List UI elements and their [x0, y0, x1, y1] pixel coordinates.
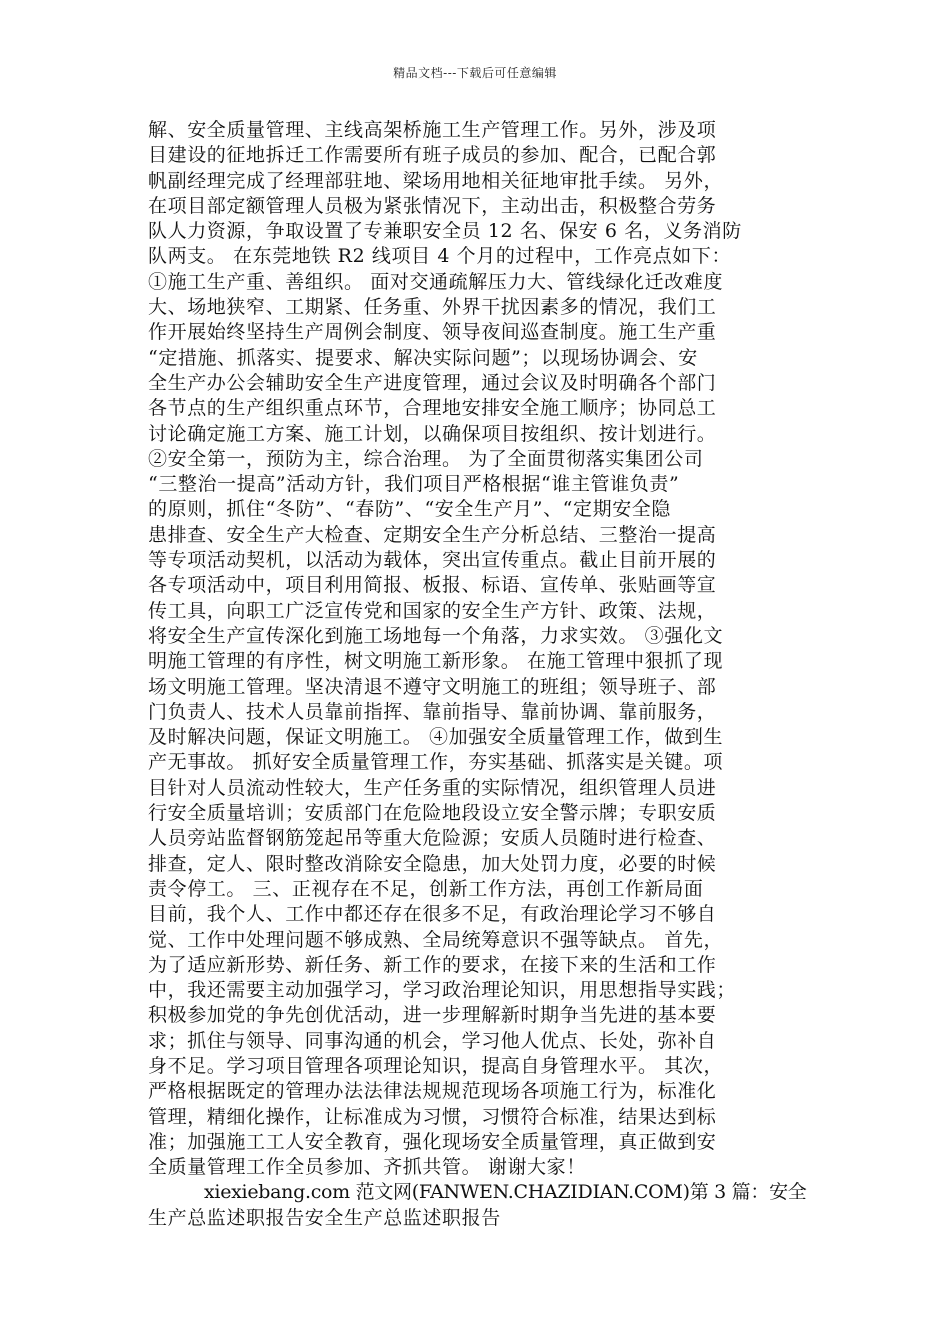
body-line: 全生产办公会辅助安全生产进度管理，通过会议及时明确各个部门 [148, 371, 717, 394]
body-line: 管理，精细化操作，让标准成为习惯，习惯符合标准，结果达到标 [148, 1105, 717, 1128]
body-line: 传工具，向职工广泛宣传党和国家的安全生产方针、政策、法规， [148, 599, 717, 622]
body-line: 帆副经理完成了经理部驻地、梁场用地相关征地审批手续。 另外， [148, 169, 724, 192]
body-line: 准；加强施工工人安全教育，强化现场安全质量管理，真正做到安 [148, 1130, 717, 1153]
body-line: 患排查、安全生产大检查、定期安全生产分析总结、三整治一提高 [148, 523, 717, 546]
body-line: 场文明施工管理。坚决清退不遵守文明施工的班组；领导班子、部 [148, 675, 717, 698]
body-line: 队人力资源，争取设置了专兼职安全员 12 名、保安 6 名，义务消防 [148, 220, 742, 243]
body-line: 觉、工作中处理问题不够成熟、全局统筹意识不强等缺点。 首先， [148, 928, 724, 951]
body-line: 目建设的征地拆迁工作需要所有班子成员的参加、配合，已配合郭 [148, 144, 717, 167]
body-line: 作开展始终坚持生产周例会制度、领导夜间巡查制度。施工生产重 [148, 321, 717, 344]
body-line: 各节点的生产组织重点环节，合理地安排安全施工顺序；协同总工 [148, 397, 717, 420]
body-line: 全质量管理工作全员参加、齐抓共管。 谢谢大家！ [148, 1156, 586, 1179]
body-line: 门负责人、技术人员靠前指挥、靠前指导、靠前协调、靠前服务， [148, 700, 717, 723]
body-line: 的原则，抓住“冬防”、“春防”、“安全生产月”、“定期安全隐 [148, 498, 671, 521]
body-line: 人员旁站监督钢筋笼起吊等重大危险源；安质人员随时进行检查、 [148, 827, 717, 850]
body-line: 讨论确定施工方案、施工计划，以确保项目按组织、按计划进行。 [148, 422, 717, 445]
body-line: 等专项活动契机，以活动为载体，突出宣传重点。截止目前开展的 [148, 549, 717, 572]
body-line: “定措施、抓落实、提要求、解决实际问题”；以现场协调会、安 [148, 346, 698, 369]
closing-line: 生产总监述职报告安全生产总监述职报告 [148, 1206, 501, 1229]
body-line: 求；抓住与领导、同事沟通的机会，学习他人优点、长处，弥补自 [148, 1029, 717, 1052]
document-body [148, 118, 808, 1231]
body-line: 身不足。学习项目管理各项理论知识，提高自身管理水平。 其次， [148, 1054, 724, 1077]
body-line: 排查，定人、限时整改消除安全隐患，加大处罚力度，必要的时候 [148, 852, 717, 875]
body-line: 各专项活动中，项目利用简报、板报、标语、宣传单、张贴画等宣 [148, 574, 717, 597]
body-line: 严格根据既定的管理办法法律法规规范现场各项施工行为，标准化 [148, 1080, 717, 1103]
body-line: 产无事故。 抓好安全质量管理工作，夯实基础、抓落实是关键。项 [148, 751, 724, 774]
body-line: 队两支。 在东莞地铁 R2 线项目 4 个月的过程中，工作亮点如下： [148, 245, 732, 268]
body-line: ①施工生产重、善组织。 面对交通疏解压力大、管线绿化迁改难度 [148, 270, 724, 293]
closing-line: xiexiebang.com 范文网(FANWEN.CHAZIDIAN.COM)第 3 篇：安全 [204, 1181, 807, 1204]
body-line: 及时解决问题，保证文明施工。 ④加强安全质量管理工作，做到生 [148, 726, 724, 749]
body-line: 明施工管理的有序性，树文明施工新形象。 在施工管理中狠抓了现 [148, 650, 724, 673]
body-line: “三整治一提高”活动方针，我们项目严格根据“谁主管谁负责” [148, 473, 680, 496]
body-line: 中，我还需要主动加强学习，学习政治理论知识，用思想指导实践； [148, 979, 737, 1002]
body-line: 大、场地狭窄、工期紧、任务重、外界干扰因素多的情况，我们工 [148, 296, 717, 319]
body-line: 行安全质量培训；安质部门在危险地段设立安全警示牌；专职安质 [148, 802, 717, 825]
body-line: 目针对人员流动性较大，生产任务重的实际情况，组织管理人员进 [148, 776, 717, 799]
body-line: 责令停工。 三、正视存在不足，创新工作方法，再创工作新局面 [148, 877, 704, 900]
body-line: 为了适应新形势、新任务、新工作的要求，在接下来的生活和工作 [148, 953, 717, 976]
body-line: 在项目部定额管理人员极为紧张情况下，主动出击，积极整合劳务 [148, 194, 717, 217]
page-header: 精品文档---下载后可任意编辑 [393, 66, 557, 80]
body-line: 积极参加党的争先创优活动，进一步理解新时期争当先进的基本要 [148, 1004, 717, 1027]
body-line: ②安全第一，预防为主，综合治理。 为了全面贯彻落实集团公司 [148, 447, 704, 470]
body-line: 目前，我个人、工作中都还存在很多不足，有政治理论学习不够自 [148, 903, 717, 926]
body-line: 将安全生产宣传深化到施工场地每一个角落，力求实效。 ③强化文 [148, 624, 724, 647]
body-line: 解、安全质量管理、主线高架桥施工生产管理工作。另外，涉及项 [148, 119, 717, 141]
